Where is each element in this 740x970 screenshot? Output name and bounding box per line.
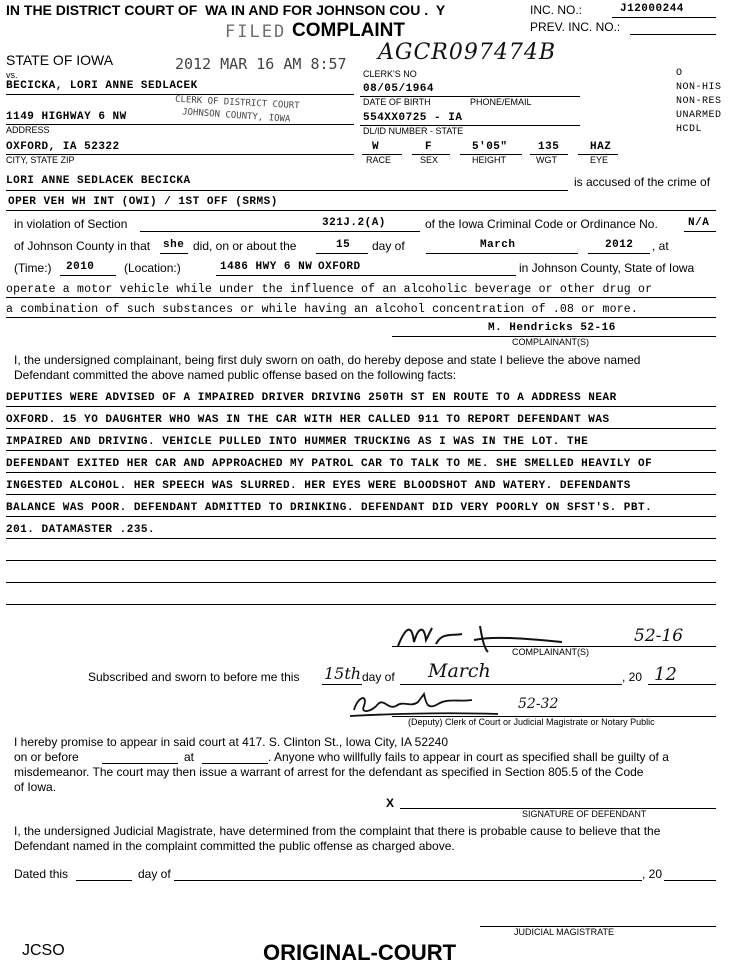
- address-line: [6, 124, 354, 125]
- statement-intro-1: I, the undersigned complainant, being first duly sworn on oath, do hereby depose and state I believe the above named: [14, 353, 641, 367]
- city-label: CITY, STATE ZIP: [6, 155, 75, 165]
- dated-label: Dated this: [14, 867, 69, 881]
- pronoun-value: she: [163, 239, 185, 251]
- section-value: 321J.2(A): [322, 217, 386, 229]
- location-city: OXFORD: [318, 261, 361, 273]
- blank-rule: [6, 582, 716, 583]
- court-heading-obscured: WA IN AND FOR JOHNSON COU: [205, 2, 421, 18]
- blank-rule: [6, 604, 716, 605]
- did-label: did, on or about the: [193, 239, 297, 253]
- dated-year-line[interactable]: [664, 880, 716, 881]
- sworn-year-line: [648, 684, 716, 685]
- appear-on-before: on or before: [14, 750, 79, 764]
- fact-line: DEFENDANT EXITED HER CAR AND APPROACHED MY PATROL CAR TO TALK TO ME. SHE SMELLED HEAVILY OF: [6, 458, 653, 470]
- at-label: , at: [652, 239, 669, 253]
- appear-at: at: [184, 750, 195, 764]
- charged-name: LORI ANNE SEDLACEK BECICKA: [6, 175, 191, 187]
- dated-day-of-label: day of: [138, 867, 171, 881]
- appear-line-1: I hereby promise to appear in said court at 417. S. Clinton St., Iowa City, IA 52240: [14, 735, 449, 749]
- magistrate-sig-label: JUDICIAL MAGISTRATE: [514, 927, 615, 937]
- complainant-label: COMPLAINANT(S): [512, 337, 590, 347]
- crime-line: [6, 210, 716, 211]
- code-label: of the Iowa Criminal Code or Ordinance No.: [425, 217, 658, 231]
- footer-jcso: JCSO: [22, 942, 65, 959]
- accused-text: is accused of the crime of: [574, 175, 711, 189]
- offense-line-1: operate a motor vehicle while under the influence of an alcoholic beverage or other drug or: [6, 283, 653, 296]
- ordinance-line: [684, 231, 716, 232]
- time-line: [60, 275, 116, 276]
- sworn-month-line: [400, 684, 622, 685]
- county-label: of Johnson County in that: [14, 239, 151, 253]
- inc-no-value: J12000244: [620, 3, 684, 15]
- filed-date-stamp: 2012 MAR 16 AM 8:57: [175, 55, 347, 73]
- offense-line-2-rule: [6, 317, 716, 318]
- offense-line-1-rule: [6, 297, 716, 298]
- sex-label: SEX: [420, 155, 439, 165]
- address-label: ADDRESS: [6, 125, 50, 135]
- dated-day-line[interactable]: [76, 880, 132, 881]
- fact-rule: [6, 450, 716, 451]
- county-state-label: in Johnson County, State of Iowa: [519, 261, 695, 275]
- violation-label: in violation of Section: [14, 217, 128, 231]
- filed-stamp: FILED: [225, 22, 287, 42]
- state-of-iowa: STATE OF IOWA: [6, 52, 114, 68]
- appear-time-line: [202, 763, 268, 764]
- fact-rule: [6, 516, 716, 517]
- court-heading-end: Y: [435, 2, 446, 18]
- sworn-year: 12: [654, 664, 677, 685]
- location-value: 1486 HWY 6 NW: [220, 261, 313, 273]
- complainant-sig-number: 52-16: [634, 626, 684, 646]
- vs-label: vs.: [6, 70, 18, 80]
- handwritten-case-number: AGCR097474B: [378, 40, 557, 65]
- flag-non-his: NON-HIS: [676, 82, 722, 93]
- clerk-number: 52-32: [518, 696, 559, 712]
- fact-line: INGESTED ALCOHOL. HER SPEECH WAS SLURRED. HER EYES WERE BLOODSHOT AND WATERY. DEFENDANTS: [6, 480, 631, 492]
- fact-line: 201. DATAMASTER .235.: [6, 524, 156, 536]
- sworn-year-prefix: , 20: [622, 670, 643, 684]
- clerk-stamp-line2: JOHNSON COUNTY, IOWA: [181, 107, 291, 125]
- section-line: [140, 231, 420, 232]
- location-line: [216, 275, 516, 276]
- sworn-day: 15th: [324, 664, 362, 683]
- height-label: HEIGHT: [472, 155, 507, 165]
- dob-label: DATE OF BIRTH: [363, 97, 431, 107]
- clerks-no-label: CLERK'S NO: [363, 69, 417, 79]
- defendant-address: 1149 HIGHWAY 6 NW: [6, 111, 127, 123]
- appear-line-2: . Anyone who willfully fails to appear in court as specified shall be guilty of a: [268, 750, 669, 764]
- defendant-city: OXFORD, IA 52322: [6, 141, 120, 153]
- eye-value: HAZ: [590, 141, 612, 153]
- year-line: [588, 253, 650, 254]
- flag-o: O: [676, 68, 683, 79]
- sworn-month: March: [428, 660, 491, 682]
- ordinance-value: N/A: [688, 217, 710, 229]
- inc-no-line: [612, 17, 716, 18]
- height-value: 5'05": [472, 141, 508, 153]
- magistrate-line-2: Defendant named in the complaint committed the public offense as charged above.: [14, 839, 455, 853]
- sex-value: F: [425, 141, 433, 153]
- complainant-sig-label: COMPLAINANT(S): [512, 647, 590, 657]
- fact-rule: [6, 538, 716, 539]
- fact-line: OXFORD. 15 YO DAUGHTER WHO WAS IN THE CAR WITH HER CALLED 911 TO REPORT DEFENDANT WAS: [6, 414, 610, 426]
- clerk-sig-label: (Deputy) Clerk of Court or Judicial Magistrate or Notary Public: [408, 717, 655, 727]
- race-label: RACE: [366, 155, 392, 165]
- eye-label: EYE: [590, 155, 609, 165]
- month-line: [426, 253, 578, 254]
- court-heading: IN THE DISTRICT COURT OF WA IN AND FOR JOHNSON COU . Y: [6, 2, 446, 18]
- defendant-sig-label: SIGNATURE OF DEFENDANT: [522, 809, 647, 819]
- appear-date-line: [102, 763, 178, 764]
- defendant-name: BECICKA, LORI ANNE SEDLACEK: [6, 80, 198, 92]
- year-value: 2012: [605, 239, 634, 251]
- defendant-line: [6, 94, 354, 95]
- dl-label: DL/ID NUMBER - STATE: [363, 126, 464, 136]
- day-of-label: day of: [372, 239, 405, 253]
- inc-no-label: INC. NO.:: [530, 3, 583, 17]
- dated-year-prefix: , 20: [642, 867, 663, 881]
- time-value: 2010: [66, 261, 95, 273]
- offense-line-2: a combination of such substances or while having an alcohol concentration of .08 or more.: [6, 303, 638, 316]
- clerk-stamp-line1: CLERK OF DISTRICT COURT: [174, 94, 300, 112]
- appear-line-4: of Iowa.: [14, 780, 57, 794]
- wgt-label: WGT: [536, 155, 557, 165]
- charged-name-line: [6, 190, 568, 191]
- magistrate-line-1: I, the undersigned Judicial Magistrate, have determined from the complaint that there is probable cause to believe that the: [14, 824, 661, 838]
- flag-hcdl: HCDL: [676, 124, 703, 135]
- flag-unarmed: UNARMED: [676, 110, 722, 121]
- flag-non-res: NON-RES: [676, 96, 722, 107]
- day-value: 15: [336, 239, 351, 251]
- fact-rule: [6, 494, 716, 495]
- fact-rule: [6, 428, 716, 429]
- defendant-x-mark: X: [386, 796, 395, 810]
- time-label: (Time:): [14, 261, 52, 275]
- pronoun-line: [160, 253, 188, 254]
- appear-line-3: misdemeanor. The court may then issue a warrant of arrest for the defendant as specified in Section 805.5 of the Code: [14, 765, 644, 779]
- fact-rule: [6, 406, 716, 407]
- dl-number: 554XX0725 - IA: [363, 112, 463, 124]
- location-label: (Location:): [124, 261, 181, 275]
- crime-description: OPER VEH WH INT (OWI) / 1ST OFF (SRMS): [8, 196, 278, 208]
- statement-intro-2: Defendant committed the above named public offense based on the following facts:: [14, 368, 457, 382]
- dated-month-line[interactable]: [174, 880, 642, 881]
- fact-rule: [6, 472, 716, 473]
- fact-line: IMPAIRED AND DRIVING. VEHICLE PULLED INTO HUMMER TRUCKING AS I WAS IN THE LOT. THE: [6, 436, 589, 448]
- race-value: W: [372, 141, 380, 153]
- complainant-name: M. Hendricks 52-16: [488, 322, 616, 334]
- fact-line: DEPUTIES WERE ADVISED OF A IMPAIRED DRIVER DRIVING 250TH ST EN ROUTE TO A ADDRESS NEAR: [6, 392, 617, 404]
- footer-original-court: ORIGINAL-COURT: [263, 940, 457, 965]
- day-line: [316, 253, 368, 254]
- court-heading-text: IN THE DISTRICT COURT OF: [6, 2, 198, 18]
- blank-rule: [6, 560, 716, 561]
- weight-value: 135: [538, 141, 560, 153]
- phone-label: PHONE/EMAIL: [470, 97, 532, 107]
- month-value: March: [480, 239, 516, 251]
- complaint-title: COMPLAINT: [292, 20, 405, 41]
- prev-inc-label: PREV. INC. NO.:: [530, 20, 621, 34]
- date-of-birth: 08/05/1964: [363, 83, 435, 95]
- sworn-text: Subscribed and sworn to before me this: [88, 670, 300, 684]
- sworn-day-of-label: day of: [362, 670, 395, 684]
- sworn-day-line: [322, 684, 362, 685]
- fact-line: BALANCE WAS POOR. DEFENDANT ADMITTED TO DRINKING. DEFENDANT DID VERY POORLY ON SFST'S. PBT.: [6, 502, 653, 514]
- prev-inc-line: [630, 34, 716, 35]
